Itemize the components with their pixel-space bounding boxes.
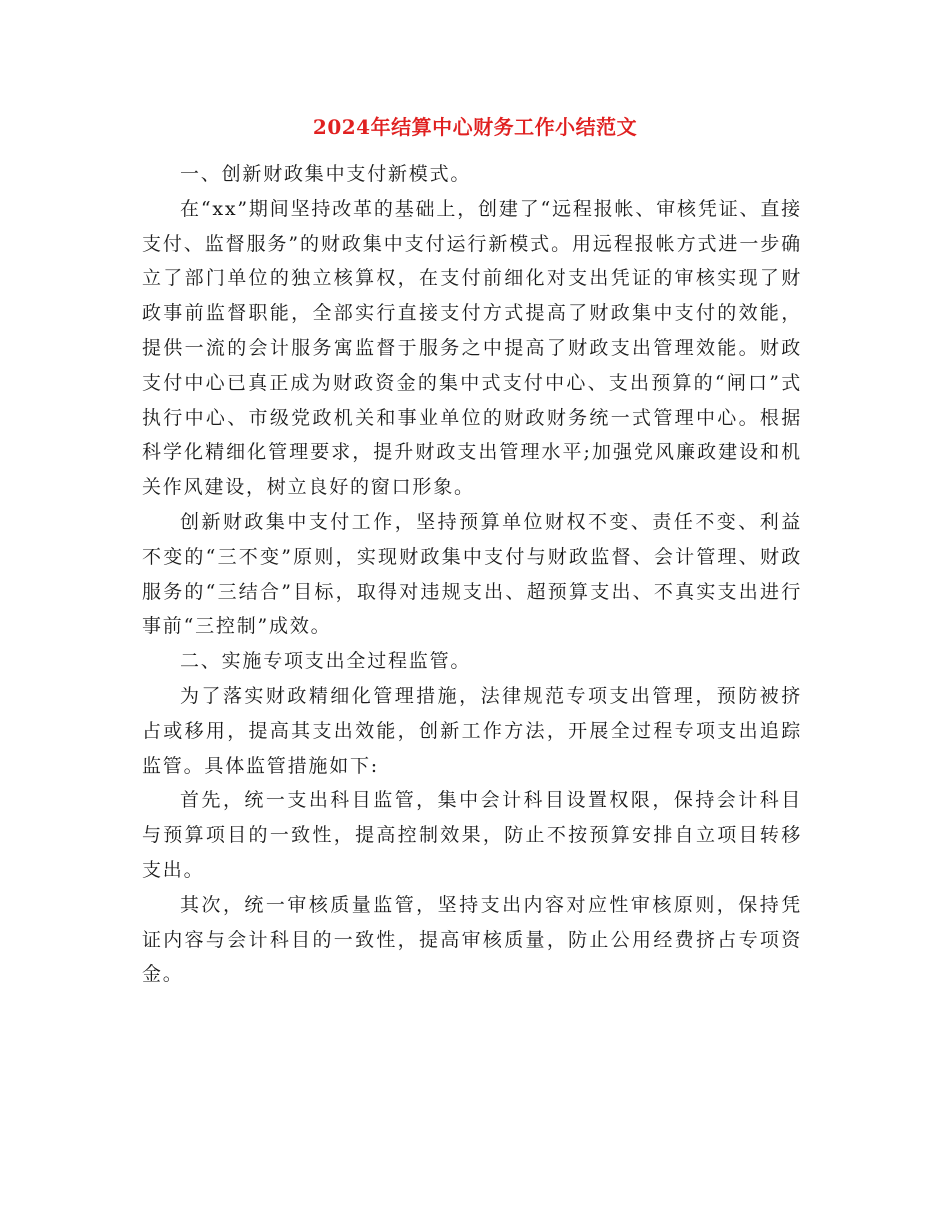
- body-paragraph: 其次，统一审核质量监管，坚持支出内容对应性审核原则，保持凭证内容与会计科目的一致性，提高审核质量，防止公用经费挤占专项资金。: [142, 893, 802, 986]
- body-paragraph: 为了落实财政精细化管理措施，法律规范专项支出管理，预防被挤占或移用，提高其支出效能，创新工作方法，开展全过程专项支出追踪监管。具体监管措施如下:: [142, 684, 802, 777]
- body-paragraph: 在“xx”期间坚持改革的基础上，创建了“远程报帐、审核凭证、直接支付、监督服务”的财政集中支付运行新模式。用远程报帐方式进一步确立了部门单位的独立核算权，在支付前细化对支出凭证的审核实现了财政事前监督职能，全部实行直接支付方式提高了财政集中支付的效能，提供一流的会计服务寓监督于服务之中提高了财政支出管理效能。财政支付中心已真正成为财政资金的集中式支付中心、支出预算的“闸口”式执行中心、市级党政机关和事业单位的财政财务统一式管理中心。根据科学化精细化管理要求，提升财政支出管理水平;加强党风廉政建设和机关作风建设，树立良好的窗口形象。: [142, 197, 802, 499]
- body-paragraph: 首先，统一支出科目监管，集中会计科目设置权限，保持会计科目与预算项目的一致性，提高控制效果，防止不按预算安排自立项目转移支出。: [142, 789, 802, 881]
- section-heading-2: 二、实施专项支出全过程监管。: [180, 650, 472, 673]
- document-title: 2024年结算中心财务工作小结范文: [312, 115, 638, 139]
- section-heading-1: 一、创新财政集中支付新模式。: [180, 163, 472, 185]
- document-body: [142, 157, 802, 992]
- body-paragraph: 创新财政集中支付工作，坚持预算单位财权不变、责任不变、利益不变的“三不变”原则，实现财政集中支付与财政监督、会计管理、财政服务的“三结合”目标，取得对违规支出、超预算支出、不真实支出进行事前“三控制”成效。: [142, 510, 802, 638]
